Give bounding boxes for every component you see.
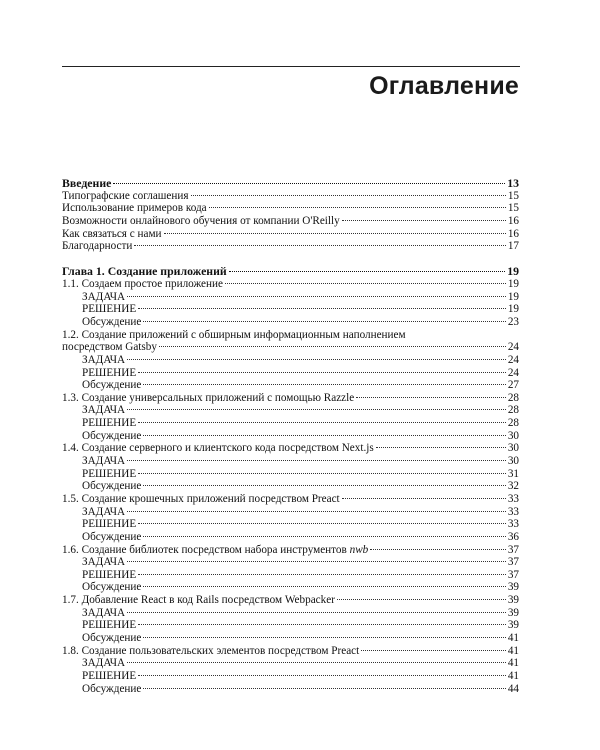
toc-subsection[interactable] xyxy=(62,569,519,582)
toc-section[interactable] xyxy=(62,493,519,506)
dot-leader xyxy=(138,372,506,373)
toc-entry-title: РЕШЕНИЕ xyxy=(82,303,137,316)
dot-leader xyxy=(376,447,506,448)
toc-page-number: 33 xyxy=(507,518,519,531)
toc-entry-title: Обсуждение xyxy=(82,632,142,645)
toc-section[interactable] xyxy=(62,392,519,405)
toc-entry[interactable] xyxy=(62,228,519,241)
toc-entry-title: Обсуждение xyxy=(82,581,142,594)
toc-page-number: 19 xyxy=(507,264,519,279)
toc-page-number: 44 xyxy=(507,682,519,695)
toc-entry-title: Обсуждение xyxy=(82,530,142,543)
toc-entry-title-main: 1.6. Создание библиотек посредством набора инструментов xyxy=(62,543,350,556)
toc-entry-title: Обсуждение xyxy=(82,379,142,392)
toc-entry-title: 1.4. Создание серверного и клиентского кода посредством Next.js xyxy=(62,442,374,455)
toc-entry-title: Использование примеров кода xyxy=(62,202,207,215)
toc-entry-title: Типографские соглашения xyxy=(62,189,189,202)
toc-subsection[interactable] xyxy=(62,404,519,417)
toc-entry-title xyxy=(62,544,368,557)
toc-subsection[interactable] xyxy=(62,683,519,696)
dot-leader xyxy=(127,561,506,562)
dot-leader xyxy=(337,599,506,600)
toc-entry[interactable] xyxy=(62,240,519,253)
toc-entry-title: Возможности онлайнового обучения от компании O'Reilly xyxy=(62,214,340,227)
toc-page-number: 24 xyxy=(507,366,519,379)
dot-leader xyxy=(342,220,506,221)
toc-subsection[interactable] xyxy=(62,379,519,392)
dot-leader xyxy=(143,321,505,322)
toc-page-number: 28 xyxy=(507,417,519,430)
toc-page-number: 24 xyxy=(507,341,519,354)
toc-page-number: 24 xyxy=(507,353,519,366)
toc-page-number: 41 xyxy=(507,669,519,682)
dot-leader xyxy=(134,245,505,246)
dot-leader xyxy=(159,346,506,347)
toc-page-number: 30 xyxy=(507,455,519,468)
dot-leader xyxy=(138,624,506,625)
dot-leader xyxy=(127,296,506,297)
dot-leader xyxy=(143,688,505,689)
toc-page-number: 41 xyxy=(507,644,519,657)
toc-page-number: 39 xyxy=(507,606,519,619)
toc-page-number: 33 xyxy=(507,505,519,518)
toc-section[interactable] xyxy=(62,442,519,455)
toc-entry-title: Введение xyxy=(62,176,112,190)
dot-leader xyxy=(127,359,506,360)
dot-leader xyxy=(164,233,506,234)
toc-section[interactable] xyxy=(62,341,519,354)
toc-entry-title: РЕШЕНИЕ xyxy=(82,366,137,379)
toc-page-number: 37 xyxy=(507,556,519,569)
dot-leader xyxy=(143,586,505,587)
toc-subsection[interactable] xyxy=(62,556,519,569)
page-title: Оглавление xyxy=(369,72,519,100)
toc-subsection[interactable] xyxy=(62,581,519,594)
toc-page-number: 19 xyxy=(507,303,519,316)
toc-subsection[interactable] xyxy=(62,657,519,670)
toc-subsection[interactable] xyxy=(62,316,519,329)
dot-leader xyxy=(143,435,505,436)
dot-leader xyxy=(143,485,505,486)
toc-entry[interactable] xyxy=(62,190,519,203)
toc-entry-title: РЕШЕНИЕ xyxy=(82,467,137,480)
toc-section[interactable] xyxy=(62,594,519,607)
toc-subsection[interactable] xyxy=(62,480,519,493)
toc-entry-title: Обсуждение xyxy=(82,429,142,442)
toc-entry-title: РЕШЕНИЕ xyxy=(82,669,137,682)
toc-entry-title: 1.8. Создание пользовательских элементов посредством Preact xyxy=(62,644,360,657)
toc-entry-title: 1.1. Создаем простое приложение xyxy=(62,278,223,291)
toc-subsection[interactable] xyxy=(62,670,519,683)
toc-entry-title: 1.3. Создание универсальных приложений с помощью Razzle xyxy=(62,391,355,404)
toc-page-number: 37 xyxy=(507,543,519,556)
toc-subsection[interactable] xyxy=(62,632,519,645)
dot-leader xyxy=(361,650,506,651)
toc-page-number: 33 xyxy=(507,492,519,505)
toc-entry-title: ЗАДАЧА xyxy=(82,353,126,366)
toc-page-number: 19 xyxy=(507,290,519,303)
dot-leader xyxy=(225,283,506,284)
toc-entry-title: РЕШЕНИЕ xyxy=(82,417,137,430)
dot-leader xyxy=(342,498,506,499)
toc-section[interactable] xyxy=(62,645,519,658)
dot-leader xyxy=(370,549,506,550)
dot-leader xyxy=(127,511,506,512)
dot-leader xyxy=(138,422,506,423)
toc-section[interactable] xyxy=(62,278,519,291)
toc-page-number: 17 xyxy=(507,240,519,253)
toc-section-line-1[interactable]: 1.2. Создание приложений с обширным информационным наполнением xyxy=(62,328,406,341)
toc-page-number: 15 xyxy=(507,189,519,202)
toc-subsection[interactable] xyxy=(62,531,519,544)
toc-subsection[interactable] xyxy=(62,455,519,468)
toc-entry-title: ЗАДАЧА xyxy=(82,290,126,303)
dot-leader xyxy=(143,536,505,537)
toc-entry-title: РЕШЕНИЕ xyxy=(82,518,137,531)
dot-leader xyxy=(127,460,506,461)
toc-subsection[interactable] xyxy=(62,417,519,430)
dot-leader xyxy=(138,473,506,474)
toc-entry-title: ЗАДАЧА xyxy=(82,657,126,670)
toc-page-number: 39 xyxy=(507,619,519,632)
table-of-contents xyxy=(62,177,519,695)
toc-entry-title: Как связаться с нами xyxy=(62,227,162,240)
dot-leader xyxy=(127,662,506,663)
toc-entry-title: Благодарности xyxy=(62,240,133,253)
toc-entry-title: 1.7. Добавление React в код Rails посредством Webpacker xyxy=(62,594,335,607)
dot-leader xyxy=(229,271,506,272)
toc-page-number: 28 xyxy=(507,391,519,404)
toc-entry-title: Глава 1. Создание приложений xyxy=(62,264,227,279)
toc-entry-title: Обсуждение xyxy=(82,316,142,328)
toc-page-number: 31 xyxy=(507,467,519,480)
toc-subsection[interactable] xyxy=(62,468,519,481)
dot-leader xyxy=(113,183,505,184)
toc-page-number: 32 xyxy=(507,480,519,493)
toc-subsection[interactable] xyxy=(62,518,519,531)
toc-subsection[interactable] xyxy=(62,506,519,519)
toc-page-number: 16 xyxy=(507,227,519,240)
toc-page-number: 30 xyxy=(507,429,519,442)
toc-section[interactable] xyxy=(62,544,519,557)
dot-leader xyxy=(138,675,506,676)
toc-subsection[interactable] xyxy=(62,354,519,367)
toc-page-number: 28 xyxy=(507,404,519,417)
toc-entry-title-italic: nwb xyxy=(349,543,369,556)
toc-page-number: 39 xyxy=(507,581,519,594)
toc-page-number: 30 xyxy=(507,442,519,455)
toc-subsection[interactable] xyxy=(62,303,519,316)
toc-subsection[interactable] xyxy=(62,367,519,380)
dot-leader xyxy=(138,308,506,309)
toc-page-number: 19 xyxy=(507,278,519,291)
toc-entry-title: ЗАДАЧА xyxy=(82,404,126,417)
toc-page-number: 16 xyxy=(507,214,519,227)
toc-entry[interactable] xyxy=(62,202,519,215)
toc-entry-title: ЗАДАЧА xyxy=(82,606,126,619)
toc-subsection[interactable] xyxy=(62,430,519,443)
toc-heading-intro[interactable] xyxy=(62,177,519,190)
toc-page-number: 37 xyxy=(507,568,519,581)
toc-page-number: 15 xyxy=(507,202,519,215)
toc-entry-title: ЗАДАЧА xyxy=(82,556,126,569)
toc-subsection[interactable] xyxy=(62,607,519,620)
toc-entry-title: 1.5. Создание крошечных приложений посредством Preact xyxy=(62,492,340,505)
toc-page-number: 41 xyxy=(507,657,519,670)
toc-subsection[interactable] xyxy=(62,291,519,304)
toc-entry[interactable] xyxy=(62,215,519,228)
dot-leader xyxy=(138,574,506,575)
toc-page-number: 27 xyxy=(507,379,519,392)
toc-heading-chapter-1[interactable] xyxy=(62,265,519,278)
toc-entry-title: РЕШЕНИЕ xyxy=(82,568,137,581)
toc-subsection[interactable] xyxy=(62,619,519,632)
toc-entry-title: Обсуждение xyxy=(82,682,142,695)
dot-leader xyxy=(209,207,506,208)
toc-entry-title: РЕШЕНИЕ xyxy=(82,619,137,632)
toc-page-number: 41 xyxy=(507,632,519,645)
toc-entry-title: ЗАДАЧА xyxy=(82,505,126,518)
dot-leader xyxy=(127,409,506,410)
dot-leader xyxy=(138,523,506,524)
toc-entry-title: ЗАДАЧА xyxy=(82,455,126,468)
toc-page-number: 23 xyxy=(507,316,519,328)
top-rule xyxy=(62,66,520,67)
dot-leader xyxy=(191,195,506,196)
toc-entry-title: Обсуждение xyxy=(82,480,142,493)
toc-page-number: 39 xyxy=(507,594,519,607)
dot-leader xyxy=(143,384,505,385)
dot-leader xyxy=(356,397,506,398)
dot-leader xyxy=(127,612,506,613)
toc-entry-title: посредством Gatsby xyxy=(62,341,157,354)
toc-page-number: 36 xyxy=(507,530,519,543)
dot-leader xyxy=(143,637,505,638)
toc-page-number: 13 xyxy=(507,176,519,190)
